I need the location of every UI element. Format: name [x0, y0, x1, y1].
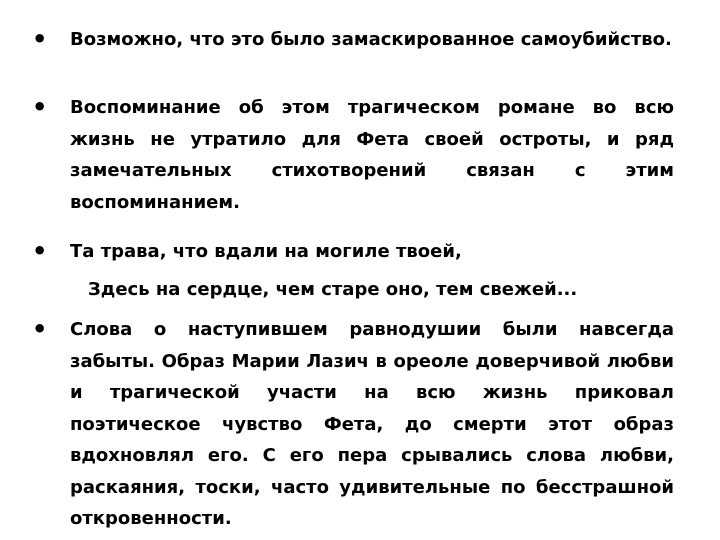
paragraph-1: Возможно, что это было замаскированное самоубийство.	[70, 29, 672, 50]
bullet-marker: •	[32, 237, 48, 265]
paragraph-2: Воспоминание об этом трагическом романе во всю жизнь не утратило для Фета своей остроты, и ряд замечательных стихотворений связан с этим воспоминанием.	[70, 97, 674, 213]
bullet-marker: •	[32, 25, 48, 53]
bullet-marker: •	[32, 315, 48, 343]
poem-line-1: Та трава, что вдали на могиле твоей,	[70, 241, 462, 262]
poem-line-2: Здесь на сердце, чем старе оно, тем свежей...	[88, 279, 578, 300]
paragraph-4: Слова о наступившем равнодушии были навсегда забыты. Образ Марии Лазич в ореоле доверчивой любви и трагической участи на всю жизнь приковал поэтическое чувство Фета, до смерти этот образ вдохновлял его. С его пера срывались слова любви, раскаяния, тоски, часто удивительные по бесстрашной откровенности.	[70, 319, 674, 529]
bullet-marker: •	[32, 93, 48, 121]
